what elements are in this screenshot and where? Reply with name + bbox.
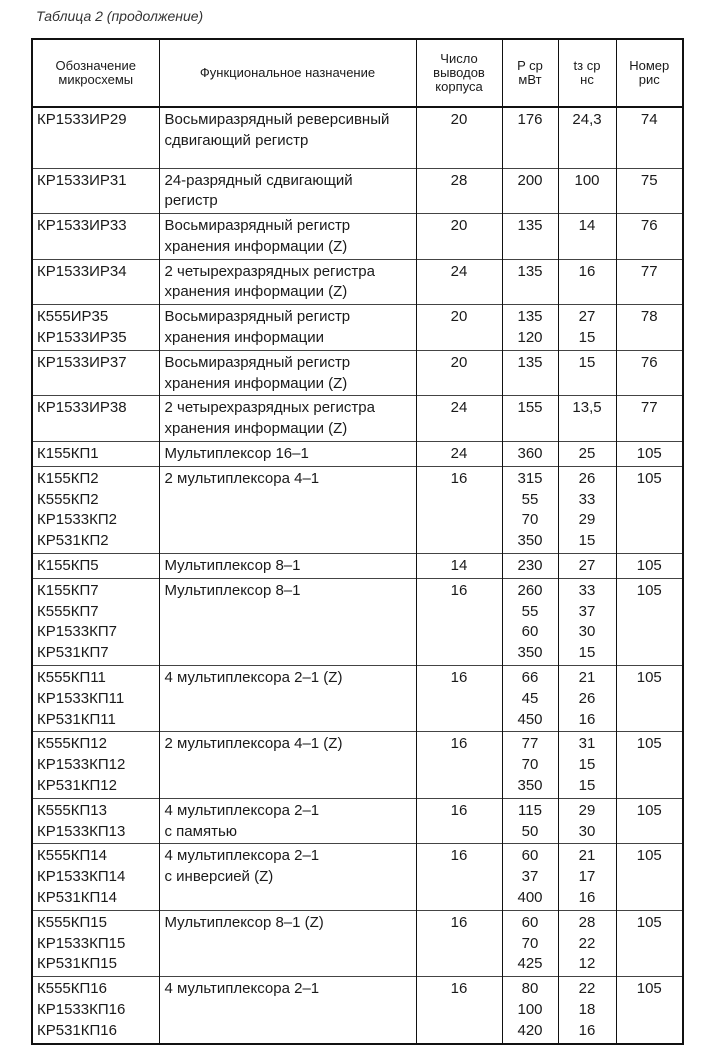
power-cell: 66 45 450 <box>502 666 558 732</box>
function-cell: Мультиплексор 8–1 <box>159 554 416 579</box>
power-cell: 135 <box>502 259 558 305</box>
header-pins: Число выводов корпуса <box>416 39 502 107</box>
function-cell: 2 четырехразрядных регистра хранения информации (Z) <box>159 396 416 442</box>
figure-cell: 105 <box>616 466 683 553</box>
table-header-row <box>32 39 683 107</box>
chip-designation-cell: К555ИР35 КР1533ИР35 <box>32 305 159 351</box>
delay-cell: 22 18 16 <box>558 977 616 1044</box>
pins-cell: 16 <box>416 732 502 798</box>
power-cell: 230 <box>502 554 558 579</box>
delay-cell: 13,5 <box>558 396 616 442</box>
figure-cell: 105 <box>616 442 683 467</box>
function-cell: Мультиплексор 8–1 <box>159 578 416 665</box>
delay-cell: 26 33 29 15 <box>558 466 616 553</box>
chip-designation-cell: КР1533ИР31 <box>32 168 159 214</box>
table-row <box>32 578 683 665</box>
table-row <box>32 666 683 732</box>
power-cell: 135 120 <box>502 305 558 351</box>
delay-cell: 24,3 <box>558 107 616 168</box>
delay-cell: 25 <box>558 442 616 467</box>
table-row <box>32 442 683 467</box>
function-cell: 2 мультиплексора 4–1 <box>159 466 416 553</box>
table-row <box>32 107 683 168</box>
function-cell: 2 четырехразрядных регистра хранения информации (Z) <box>159 259 416 305</box>
figure-cell: 76 <box>616 350 683 396</box>
function-cell: 24-разрядный сдвигающий регистр <box>159 168 416 214</box>
pins-cell: 16 <box>416 910 502 976</box>
chip-designation-cell: КР1533ИР34 <box>32 259 159 305</box>
figure-cell: 77 <box>616 396 683 442</box>
figure-cell: 105 <box>616 554 683 579</box>
chip-designation-cell: КР1533ИР29 <box>32 107 159 168</box>
table-row <box>32 844 683 910</box>
function-cell: Мультиплексор 8–1 (Z) <box>159 910 416 976</box>
power-cell: 135 <box>502 214 558 260</box>
table-row <box>32 350 683 396</box>
pins-cell: 16 <box>416 977 502 1044</box>
function-cell: Восьмиразрядный регистр хранения информации (Z) <box>159 350 416 396</box>
header-power: P ср мВт <box>502 39 558 107</box>
table-row <box>32 554 683 579</box>
figure-cell: 105 <box>616 578 683 665</box>
table-row <box>32 396 683 442</box>
chip-designation-cell: К555КП15 КР1533КП15 КР531КП15 <box>32 910 159 976</box>
header-delay: tз ср нс <box>558 39 616 107</box>
pins-cell: 14 <box>416 554 502 579</box>
delay-cell: 31 15 15 <box>558 732 616 798</box>
pins-cell: 16 <box>416 466 502 553</box>
chip-designation-cell: КР1533ИР33 <box>32 214 159 260</box>
delay-cell: 29 30 <box>558 798 616 844</box>
power-cell: 360 <box>502 442 558 467</box>
power-cell: 260 55 60 350 <box>502 578 558 665</box>
figure-cell: 77 <box>616 259 683 305</box>
delay-cell: 33 37 30 15 <box>558 578 616 665</box>
table-row <box>32 259 683 305</box>
figure-cell: 105 <box>616 798 683 844</box>
power-cell: 200 <box>502 168 558 214</box>
pins-cell: 16 <box>416 578 502 665</box>
delay-cell: 16 <box>558 259 616 305</box>
pins-cell: 16 <box>416 798 502 844</box>
table-row <box>32 168 683 214</box>
table-row <box>32 798 683 844</box>
table-row <box>32 977 683 1044</box>
figure-cell: 105 <box>616 910 683 976</box>
delay-cell: 14 <box>558 214 616 260</box>
function-cell: Восьмиразрядный реверсивный сдвигающий регистр <box>159 107 416 168</box>
figure-cell: 78 <box>616 305 683 351</box>
figure-cell: 75 <box>616 168 683 214</box>
table-row <box>32 305 683 351</box>
power-cell: 115 50 <box>502 798 558 844</box>
chip-designation-cell: К155КП5 <box>32 554 159 579</box>
pins-cell: 20 <box>416 350 502 396</box>
figure-cell: 105 <box>616 732 683 798</box>
power-cell: 77 70 350 <box>502 732 558 798</box>
delay-cell: 21 17 16 <box>558 844 616 910</box>
chip-designation-cell: КР1533ИР38 <box>32 396 159 442</box>
table-row <box>32 732 683 798</box>
delay-cell: 27 15 <box>558 305 616 351</box>
power-cell: 60 37 400 <box>502 844 558 910</box>
pins-cell: 28 <box>416 168 502 214</box>
delay-cell: 15 <box>558 350 616 396</box>
chip-designation-cell: К555КП16 КР1533КП16 КР531КП16 <box>32 977 159 1044</box>
pins-cell: 24 <box>416 396 502 442</box>
chip-spec-table <box>31 38 684 1045</box>
function-cell: 4 мультиплексора 2–1 (Z) <box>159 666 416 732</box>
pins-cell: 20 <box>416 305 502 351</box>
chip-designation-cell: К555КП13 КР1533КП13 <box>32 798 159 844</box>
chip-designation-cell: КР1533ИР37 <box>32 350 159 396</box>
figure-cell: 105 <box>616 977 683 1044</box>
pins-cell: 24 <box>416 442 502 467</box>
chip-designation-cell: К155КП2 К555КП2 КР1533КП2 КР531КП2 <box>32 466 159 553</box>
function-cell: 4 мультиплексора 2–1 с инверсией (Z) <box>159 844 416 910</box>
pins-cell: 16 <box>416 666 502 732</box>
function-cell: 4 мультиплексора 2–1 <box>159 977 416 1044</box>
power-cell: 80 100 420 <box>502 977 558 1044</box>
figure-cell: 105 <box>616 666 683 732</box>
figure-cell: 74 <box>616 107 683 168</box>
figure-cell: 105 <box>616 844 683 910</box>
chip-designation-cell: К555КП12 КР1533КП12 КР531КП12 <box>32 732 159 798</box>
pins-cell: 16 <box>416 844 502 910</box>
chip-designation-cell: К155КП7 К555КП7 КР1533КП7 КР531КП7 <box>32 578 159 665</box>
chip-designation-cell: К555КП14 КР1533КП14 КР531КП14 <box>32 844 159 910</box>
table-row <box>32 466 683 553</box>
power-cell: 60 70 425 <box>502 910 558 976</box>
table-row <box>32 214 683 260</box>
delay-cell: 21 26 16 <box>558 666 616 732</box>
table-caption: Таблица 2 (продолжение) <box>36 8 204 24</box>
header-figure: Номер рис <box>616 39 683 107</box>
power-cell: 176 <box>502 107 558 168</box>
function-cell: Восьмиразрядный регистр хранения информации (Z) <box>159 214 416 260</box>
function-cell: Мультиплексор 16–1 <box>159 442 416 467</box>
header-function: Функциональное назначение <box>159 39 416 107</box>
chip-designation-cell: К155КП1 <box>32 442 159 467</box>
power-cell: 135 <box>502 350 558 396</box>
figure-cell: 76 <box>616 214 683 260</box>
function-cell: 4 мультиплексора 2–1 с памятью <box>159 798 416 844</box>
function-cell: 2 мультиплексора 4–1 (Z) <box>159 732 416 798</box>
function-cell: Восьмиразрядный регистр хранения информации <box>159 305 416 351</box>
power-cell: 155 <box>502 396 558 442</box>
header-designation: Обозначение микросхемы <box>32 39 159 107</box>
delay-cell: 27 <box>558 554 616 579</box>
delay-cell: 28 22 12 <box>558 910 616 976</box>
chip-designation-cell: К555КП11 КР1533КП11 КР531КП11 <box>32 666 159 732</box>
power-cell: 315 55 70 350 <box>502 466 558 553</box>
table-row <box>32 910 683 976</box>
table-body <box>32 107 683 1044</box>
pins-cell: 24 <box>416 259 502 305</box>
delay-cell: 100 <box>558 168 616 214</box>
pins-cell: 20 <box>416 107 502 168</box>
pins-cell: 20 <box>416 214 502 260</box>
